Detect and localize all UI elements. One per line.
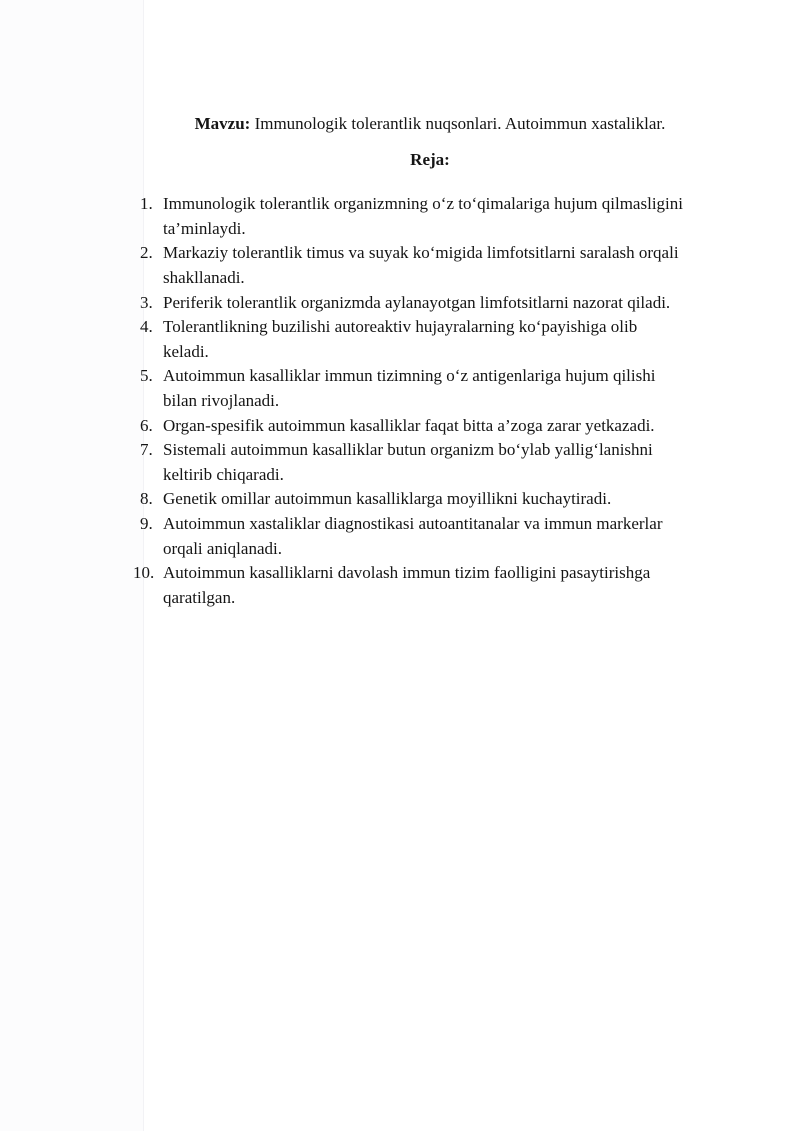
text-line: Sistemali autoimmun kasalliklar butun organizm boʻylab yalligʻlanishni bbox=[163, 440, 653, 460]
text-line: keltirib chiqaradi. bbox=[163, 464, 284, 484]
document-title bbox=[100, 0, 760, 137]
list-item-text bbox=[163, 561, 760, 610]
text-line: Organ-spesifik autoimmun kasalliklar faqat bitta a’zoga zarar yetkazadi. bbox=[163, 415, 655, 435]
document-content bbox=[100, 0, 760, 610]
title-text: Immunologik tolerantlik nuqsonlari. Autoimmun xastaliklar. bbox=[254, 114, 666, 133]
list-item-text bbox=[163, 512, 760, 561]
text-line: Autoimmun kasalliklar immun tizimning oʻz antigenlariga hujum qilishi bbox=[163, 366, 656, 386]
list-item bbox=[140, 487, 760, 512]
text-line: shakllanadi. bbox=[163, 267, 245, 287]
list-item-text bbox=[163, 291, 760, 316]
text-line: keladi. bbox=[163, 341, 209, 361]
plan-list bbox=[133, 192, 760, 610]
list-item-number: 10. bbox=[133, 563, 155, 583]
list-item bbox=[133, 561, 760, 610]
text-line: Periferik tolerantlik organizmda aylanayotgan limfotsitlarni nazorat qiladi. bbox=[163, 292, 671, 312]
text-line: Autoimmun xastaliklar diagnostikasi autoantitanalar va immun markerlar bbox=[163, 513, 663, 533]
text-line: Immunologik tolerantlik organizmning oʻz toʻqimalariga hujum qilmasligini bbox=[163, 194, 683, 214]
list-item-number: 3. bbox=[140, 292, 153, 312]
list-item-text bbox=[163, 192, 760, 241]
list-item bbox=[140, 241, 760, 290]
list-item bbox=[140, 512, 760, 561]
list-item-number: 5. bbox=[140, 366, 153, 386]
list-item bbox=[140, 315, 760, 364]
list-item-number: 6. bbox=[140, 415, 153, 435]
list-item-number: 4. bbox=[140, 317, 153, 337]
plan-heading: Reja: bbox=[410, 149, 450, 169]
text-line: Tolerantlikning buzilishi autoreaktiv hujayralarning koʻpayishiga olib bbox=[163, 317, 638, 337]
list-item-number: 9. bbox=[140, 513, 153, 533]
list-item-text bbox=[163, 487, 760, 512]
list-item-text bbox=[163, 315, 760, 364]
title-label: Mavzu: bbox=[194, 114, 251, 133]
list-item-text bbox=[163, 364, 760, 413]
list-item-text bbox=[163, 241, 760, 290]
list-item-number: 2. bbox=[140, 243, 153, 263]
text-line: Autoimmun kasalliklarni davolash immun tizim faolligini pasaytirishga bbox=[163, 563, 651, 583]
list-item-number: 7. bbox=[140, 440, 153, 460]
list-item bbox=[140, 364, 760, 413]
text-line: bilan rivojlanadi. bbox=[163, 390, 280, 410]
list-item bbox=[140, 414, 760, 439]
list-item-number: 1. bbox=[140, 194, 153, 214]
text-line: Genetik omillar autoimmun kasalliklarga moyillikni kuchaytiradi. bbox=[163, 489, 612, 509]
list-item-number: 8. bbox=[140, 489, 153, 509]
text-line: Markaziy tolerantlik timus va suyak koʻmigida limfotsitlarni saralash orqali bbox=[163, 243, 679, 263]
list-item-text bbox=[163, 414, 760, 439]
list-item-text bbox=[163, 438, 760, 487]
text-line: orqali aniqlanadi. bbox=[163, 538, 282, 558]
list-item bbox=[140, 192, 760, 241]
list-item bbox=[140, 291, 760, 316]
list-item bbox=[140, 438, 760, 487]
text-line: qaratilgan. bbox=[163, 587, 236, 607]
text-line: ta’minlaydi. bbox=[163, 218, 246, 238]
